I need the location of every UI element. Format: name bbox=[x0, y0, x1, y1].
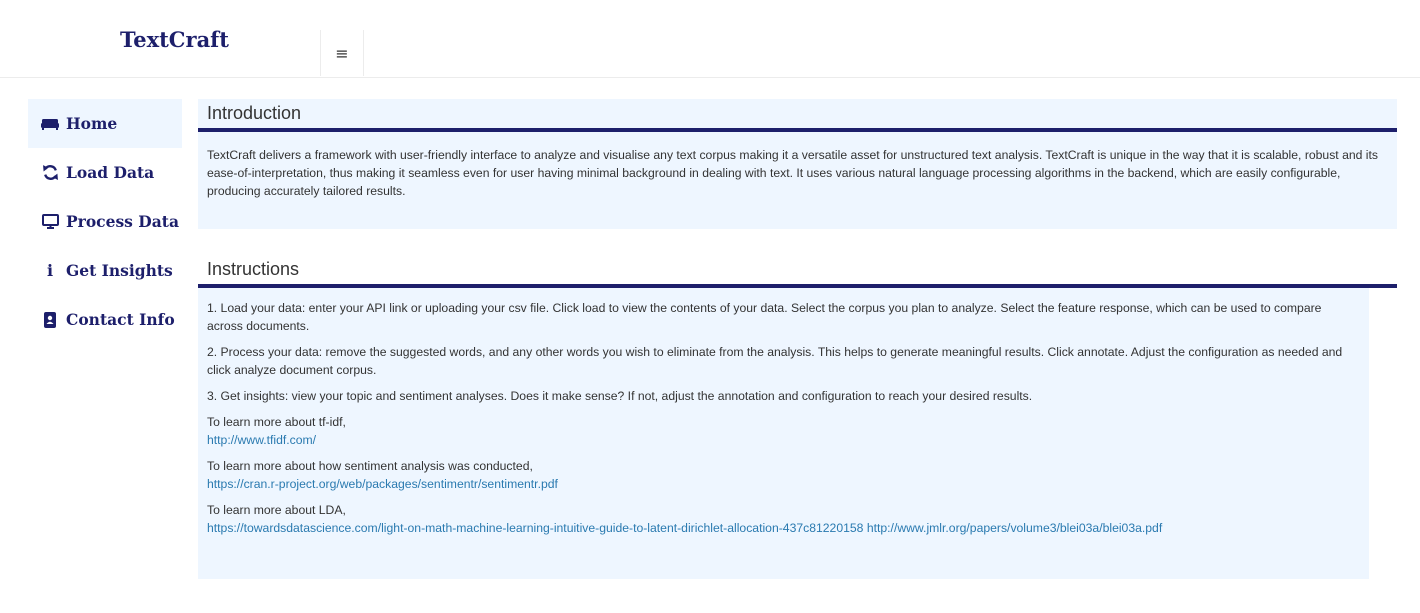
instruction-step: 1. Load your data: enter your API link or uploading your csv file. Click load to view the contents of your data. Select the corpus you plan to analyze. Select the feature response, which can be used to compare across documents. bbox=[207, 301, 1322, 333]
app-title[interactable]: TextCraft bbox=[120, 26, 229, 52]
sidebar-nav bbox=[28, 99, 182, 344]
refresh-icon bbox=[40, 164, 60, 182]
instructions-title: Instructions bbox=[198, 255, 1397, 288]
intro-text: TextCraft delivers a framework with user-friendly interface to analyze and visualise any text corpus making it a versatile asset for unstructured text analysis. TextCraft is unique in the way that it is scalable, robust and its ease-of-interpretation, thus making it seamless even for user having minimal background in dealing with text. It uses various natural language processing algorithms in the backend, which are easily configurable, producing accurately tailored results. bbox=[207, 148, 1378, 198]
learn-more-tfidf bbox=[207, 413, 1360, 449]
sidebar-item-contact-info[interactable] bbox=[28, 295, 182, 344]
main-content bbox=[198, 99, 1397, 579]
sidebar-item-label: Process Data bbox=[66, 212, 179, 231]
learn-more-text: To learn more about LDA, bbox=[207, 503, 346, 517]
sidebar-item-process-data[interactable] bbox=[28, 197, 182, 246]
info-icon: i bbox=[46, 261, 54, 280]
learn-more-sentiment bbox=[207, 457, 1360, 493]
instruction-step: 2. Process your data: remove the suggested words, and any other words you wish to eliminate from the analysis. This helps to generate meaningful results. Click annotate. Adjust the configuration as needed and click analyze document corpus. bbox=[207, 345, 1343, 377]
couch-icon bbox=[40, 115, 60, 133]
sidebar-item-load-data[interactable] bbox=[28, 148, 182, 197]
sentimentr-link[interactable]: https://cran.r-project.org/web/packages/sentimentr/sentimentr.pdf bbox=[207, 477, 558, 491]
header-bar bbox=[0, 0, 1420, 78]
sidebar-item-get-insights[interactable] bbox=[28, 246, 182, 295]
intro-panel bbox=[198, 132, 1397, 229]
address-book-icon bbox=[40, 311, 60, 329]
hamburger-menu-icon[interactable]: ≡ bbox=[320, 30, 364, 76]
sidebar-item-label: Load Data bbox=[66, 163, 155, 182]
monitor-icon bbox=[40, 213, 60, 231]
instructions-panel bbox=[198, 288, 1369, 579]
learn-more-lda bbox=[207, 501, 1360, 537]
sidebar-item-label: Get Insights bbox=[66, 261, 173, 280]
intro-title: Introduction bbox=[198, 99, 1397, 132]
learn-more-text: To learn more about tf-idf, bbox=[207, 415, 346, 429]
lda-article-link[interactable]: https://towardsdatascience.com/light-on-math-machine-learning-intuitive-guide-to-latent-dirichlet-allocation-437c81220158 bbox=[207, 521, 864, 535]
sidebar-item-label: Home bbox=[66, 114, 118, 133]
lda-paper-link[interactable]: http://www.jmlr.org/papers/volume3/blei03a/blei03a.pdf bbox=[866, 521, 1163, 535]
sidebar-item-label: Contact Info bbox=[66, 310, 175, 329]
instruction-step: 3. Get insights: view your topic and sentiment analyses. Does it make sense? If not, adjust the annotation and configuration to reach your desired results. bbox=[207, 389, 1033, 403]
learn-more-text: To learn more about how sentiment analysis was conducted, bbox=[207, 459, 533, 473]
tfidf-link[interactable]: http://www.tfidf.com/ bbox=[207, 433, 317, 447]
sidebar-item-home[interactable] bbox=[28, 99, 182, 148]
